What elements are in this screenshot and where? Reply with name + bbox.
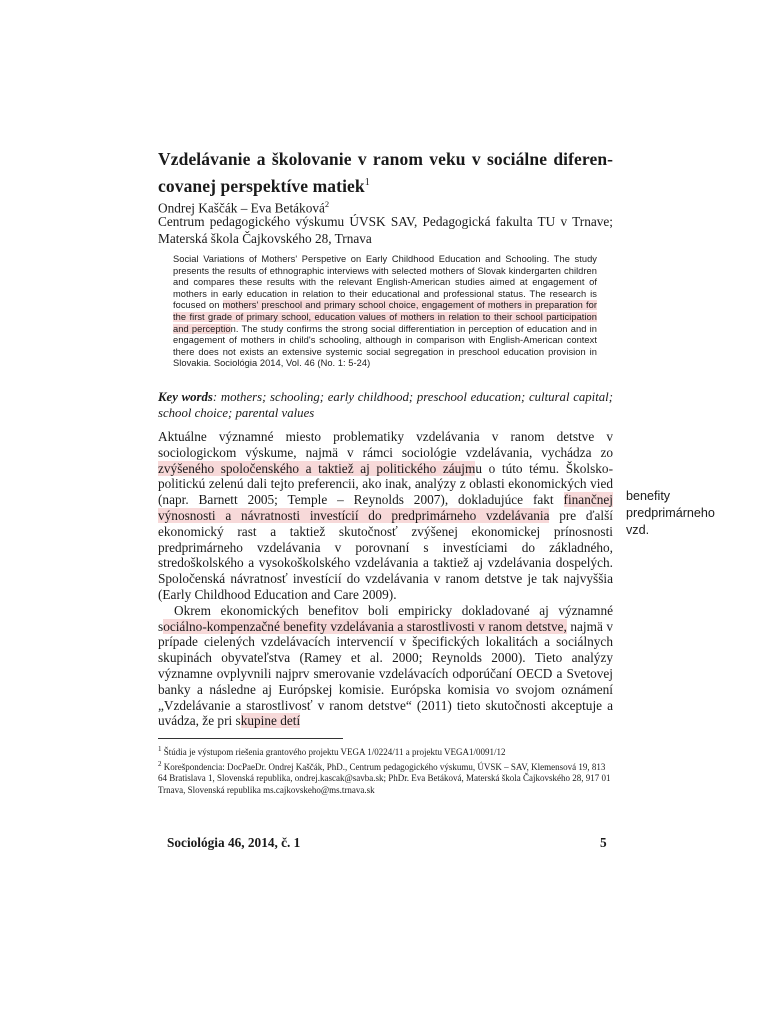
footnote-text: Štúdia je výstupom riešenia grantového projektu VEGA 1/0224/11 a projektu VEGA1/0091/12 [163,747,506,757]
paragraph-text: Okrem ekonomických benefitov boli empiricky dokladované aj významné s [158,602,613,634]
abstract-citation: Sociológia 2014, Vol. 46 (No. 1: 5-24) [213,358,371,369]
abstract [173,254,597,370]
margin-comment-line: vzd. [626,523,650,537]
footnote-mark: 2 [158,759,162,768]
keywords-text: : mothers; schooling; early childhood; preschool education; cultural capital; school choice; parental values [158,390,614,420]
highlighted-text[interactable]: finančnej výnosnosti a návratnosti investícií do predprimárneho vzdelávania [158,492,613,523]
abstract-highlight: mothers' preschool and primary school choice, engagement of mothers in preparation for the first grade of primary school, education values of mothers in relation to their school participation and perceptio [173,300,597,334]
affiliation: Centrum pedagogického výskumu ÚVSK SAV, Pedagogická fakulta TU v Trnave; Materská škola Čajkovského 28, Trnava [158,214,613,246]
body-text [158,429,613,729]
page-number: 5 [600,835,607,850]
paragraph-text: najmä v prípade cielených vzdelávacích intervencií v špecifických lokalitách a sociálnych skupinách obyvateľstva (Ramey et al. 2000; Reynolds 2000). Tieto analýzy významne ovplyvnili najprv smerovanie vzdelávacích odporúčaní OECD a Svetovej banky a následne aj Európskej komisie. Európska komisia vo svojom oznámení „Vzdelávanie a starostlivosť v ranom detstve“ (2011) tieto skutočnosti akceptuje a uvádza, že pri s [158,618,613,729]
margin-comment-line: benefity [626,489,671,503]
paragraph-text: pre ďalší ekonomický rast a taktiež skutočnosť zvýšenej ekonomickej prínosnosti predprimárneho vzdelávania v porovnaní s investíciami do základného, stredoškolského a vysokoškolského vzdelávania a taktiež aj vzdelávania dospelých. Spoločenská návratnosť investícií do vzdelávania v ranom detstve je tak najvyššia (Early Childhood Education and Care 2009). [158,507,613,602]
paper-title [158,148,613,198]
margin-comment-line: predprimárneho [626,506,715,520]
keywords-label: Key words [158,390,213,404]
highlighted-text[interactable]: ociálno-kompenzačné benefity vzdelávania a starostlivosti v ranom detstve, [163,618,567,634]
highlighted-text[interactable]: zvýšeného spoločenského a taktiež aj politického záujm [158,460,476,476]
body-paragraph-2 [158,603,613,729]
footnote-2 [158,759,613,797]
footnote-mark: 1 [158,745,162,753]
title-text: Vzdelávanie a školovanie v ranom veku v sociálne diferencovanej perspektíve matiek [158,149,613,196]
body-paragraph-1 [158,429,613,603]
footnotes [158,744,613,796]
highlighted-text[interactable]: kupine detí [240,713,301,729]
footnote-1 [158,744,613,759]
paragraph-text: Aktuálne významné miesto problematiky vzdelávania v ranom detstve v sociologickom výskume, najmä v rámci sociológie vzdelávania, vychádza zo [158,429,613,460]
margin-comment[interactable] [626,488,766,539]
paragraph-text: u o túto tému. Školsko-politickú zelenú dali tejto preferencii, ako inak, analýzy z oblasti ekonomických vied (napr. Barnett 2005; Temple – Reynolds 2007), dokladujúce fakt [158,460,613,508]
title-footnote-mark: 1 [364,177,370,188]
journal-footer: Sociológia 46, 2014, č. 1 [167,835,301,850]
footnote-text: Korešpondencia: DocPaeDr. Ondrej Kaščák, PhD., Centrum pedagogického výskumu, ÚVSK – SAV, Klemensová 19, 813 64 Bratislava 1, Slovenská republika, ondrej.kascak@savba.sk; PhDr. Eva Betáková, Materská škola Čajkovského 28, 917 01 Trnava, Slovenská republika ms.cajkovskeho@ms.trnava.sk [158,761,611,795]
abstract-text: Social Variations of Mothers' Perspetive on Early Childhood Education and Schooling. The study presents the results of ethnographic interviews with selected mothers of Slovak kindergarten children and compares these results with the relevant English-American studies aimed at engagement of mothers in early education in relation to their educational and professional status. The research is focused on [173,254,597,311]
keywords [158,389,613,421]
authors-footnote-mark: 2 [324,199,330,209]
authors-text: Ondrej Kaščák – Eva Betáková [158,200,325,216]
abstract-text-end: n. The study confirms the strong social differentiation in perception of education and in engagement of mothers in child's schooling, although in comparison with English-American context there does not exists an extensive systemic social segregation in preschool education provision in Slovakia. [173,323,597,369]
footnote-divider [158,738,343,739]
